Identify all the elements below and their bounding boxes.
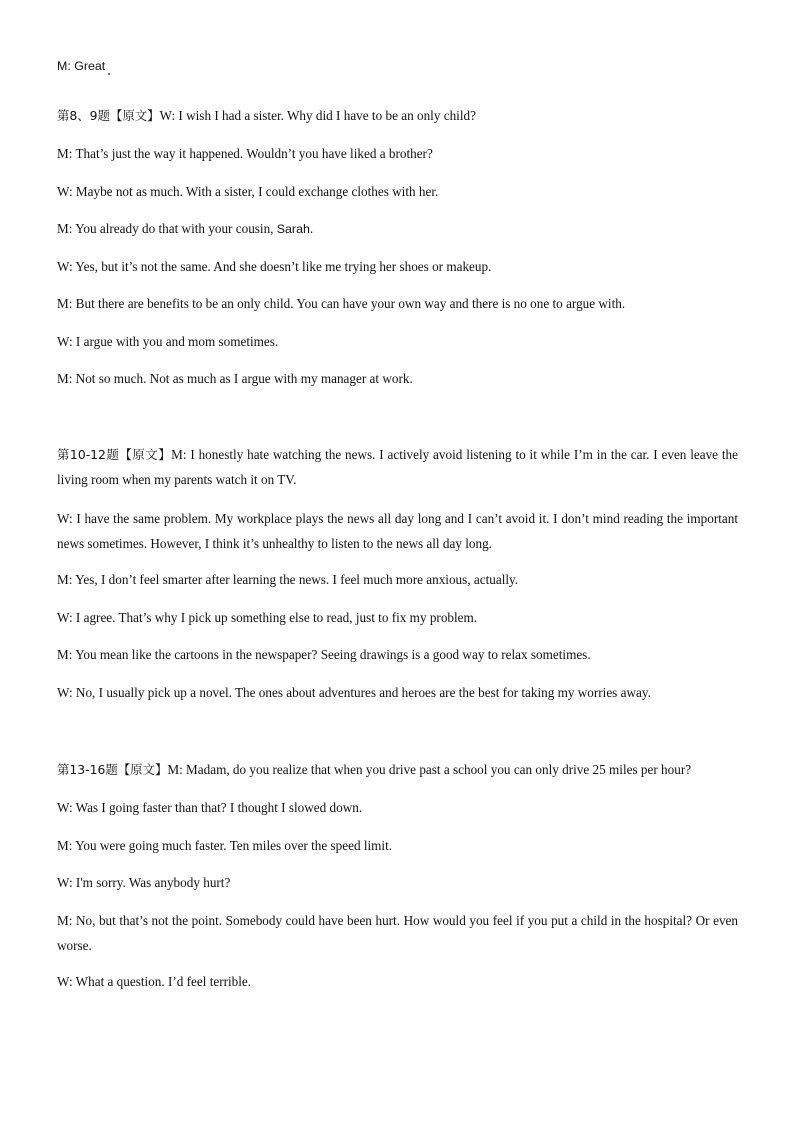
question-tag: 第10-12题【原文】 bbox=[57, 447, 172, 462]
question-tag: 第8、9题【原文】 bbox=[57, 108, 160, 123]
dialogue-line: M: You already do that with your cousin, Sarah. bbox=[57, 221, 314, 236]
question-8-9-intro: 第8、9题【原文】W: I wish I had a sister. Why did I have to be an only child? bbox=[57, 108, 476, 123]
dialogue-line: M: But there are benefits to be an only child. You can have your own way and there is no one to argue with. bbox=[57, 296, 626, 311]
question-10-12-intro: 第10-12题【原文】M: I honestly hate watching the news. I actively avoid listening to it while I’m in the car. I even leave the living room when my parents watch it on TV. bbox=[57, 447, 738, 487]
name-sarah: Sarah bbox=[276, 222, 310, 236]
dialogue-line: W: I agree. That’s why I pick up something else to read, just to fix my problem. bbox=[57, 610, 478, 625]
dialogue-line: W: What a question. I’d feel terrible. bbox=[57, 974, 252, 989]
dialogue-line: M: That’s just the way it happened. Wouldn’t you have liked a brother? bbox=[57, 146, 433, 161]
dialogue-line: M: No, but that’s not the point. Somebody could have been hurt. How would you feel if you put a child in the hospital? Or even worse. bbox=[57, 913, 738, 953]
dialogue-line: W: No, I usually pick up a novel. The ones about adventures and heroes are the best for taking my worries away. bbox=[57, 685, 651, 700]
question-13-16-intro: 第13-16题【原文】M: Madam, do you realize that when you drive past a school you can only drive 25 miles per hour? bbox=[57, 762, 692, 777]
dialogue-line: M: Great bbox=[57, 59, 106, 73]
dialogue-line: W: I argue with you and mom sometimes. bbox=[57, 334, 279, 349]
dialogue-line: W: Yes, but it’s not the same. And she doesn’t like me trying her shoes or makeup. bbox=[57, 259, 492, 274]
dialogue-line: M: Yes, I don’t feel smarter after learning the news. I feel much more anxious, actually. bbox=[57, 572, 519, 587]
question-tag: 第13-16题【原文】 bbox=[57, 762, 168, 777]
dialogue-line: M: You mean like the cartoons in the newspaper? Seeing drawings is a good way to relax sometimes. bbox=[57, 647, 591, 662]
dialogue-line: W: I'm sorry. Was anybody hurt? bbox=[57, 875, 231, 890]
dialogue-line: M: You were going much faster. Ten miles over the speed limit. bbox=[57, 838, 393, 853]
dialogue-line: W: Was I going faster than that? I thought I slowed down. bbox=[57, 800, 363, 815]
dialogue-line: W: Maybe not as much. With a sister, I could exchange clothes with her. bbox=[57, 184, 439, 199]
dialogue-line: W: I have the same problem. My workplace plays the news all day long and I can’t avoid it. I don’t mind reading the important news sometimes. However, I think it’s unhealthy to listen to the news all day long. bbox=[57, 511, 738, 551]
dialogue-line: M: Not so much. Not as much as I argue with my manager at work. bbox=[57, 371, 413, 386]
stray-dot bbox=[108, 73, 110, 75]
